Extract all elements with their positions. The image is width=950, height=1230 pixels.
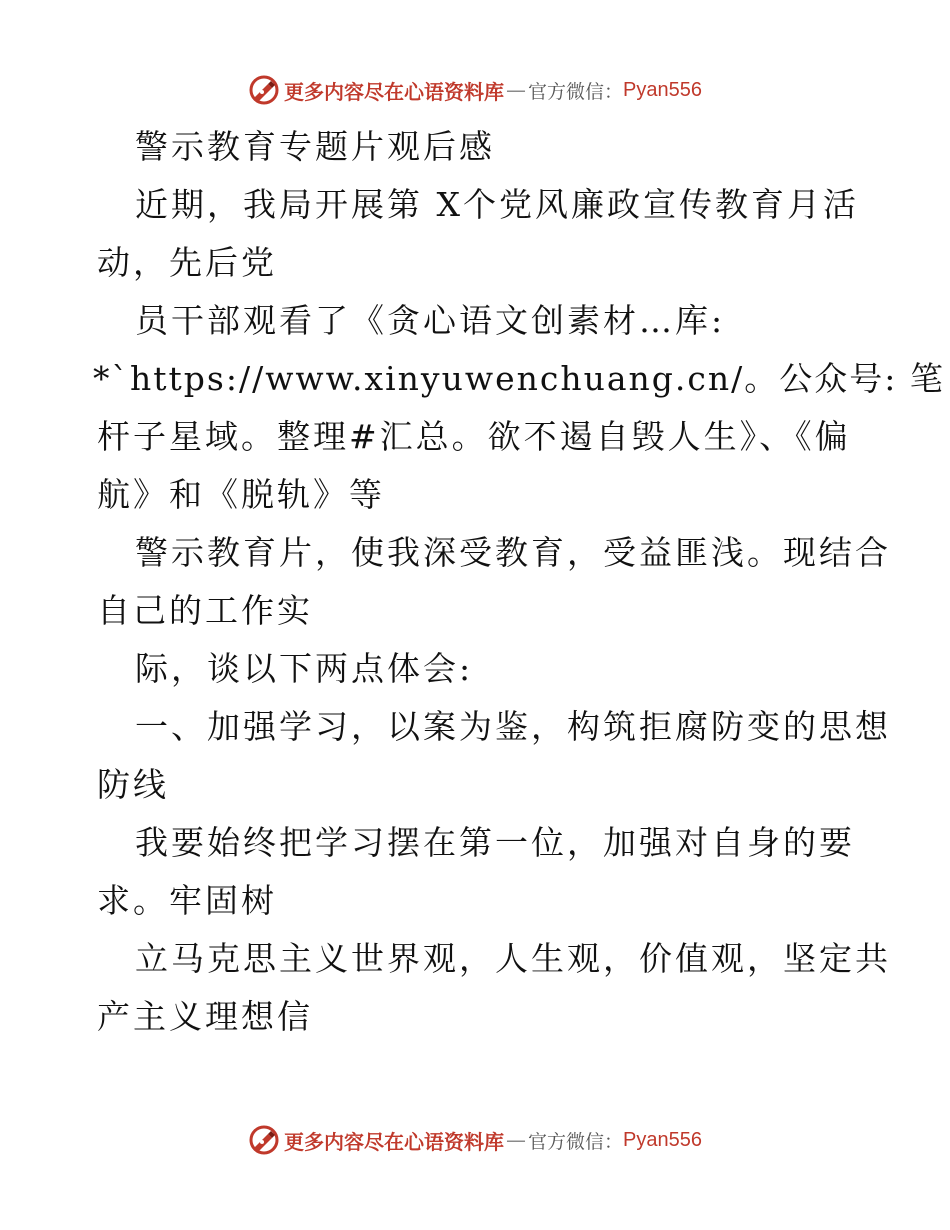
banner-wechat-label: 官方微信： [528, 80, 624, 103]
doc-title: 警示教育专题片观后感 [135, 127, 495, 166]
text-line: 求。牢固树 [97, 881, 277, 920]
text-line: *`https://www.xinyuwenchuang.cn/。公众号: 笔 [93, 359, 945, 398]
text-line: 员干部观看了《贪心语文创素材…库: [135, 301, 726, 340]
text-line: 动，先后党 [97, 243, 277, 282]
text-line: 近期，我局开展第 X个党风廉政宣传教育月活 [135, 185, 859, 224]
banner-dash: — [506, 78, 526, 102]
document-body [93, 118, 945, 1046]
text-line: 际，谈以下两点体会: [135, 649, 474, 688]
section-heading: 一、加强学习，以案为鉴，构筑拒腐防变的思想 [135, 707, 891, 746]
banner-wechat-label: 官方微信： [528, 1130, 624, 1153]
banner-dash: — [506, 1128, 526, 1152]
banner-title: 更多内容尽在心语资料库 [284, 1129, 504, 1154]
header-banner [0, 70, 950, 110]
text-line: 防线 [97, 765, 169, 804]
pen-logo-icon [248, 1124, 280, 1156]
text-line: 自己的工作实 [97, 591, 313, 630]
banner-wechat-id: Pyan556 [623, 78, 702, 101]
text-line: 立马克思主义世界观，人生观，价值观，坚定共 [135, 939, 891, 978]
pen-logo-icon [248, 74, 280, 106]
text-line: 警示教育片，使我深受教育，受益匪浅。现结合 [135, 533, 891, 572]
text-line: 杆子星域。整理#汇总。欲不遏自毁人生》、《偏 [97, 417, 851, 456]
text-line: 航》和《脱轨》等 [97, 475, 385, 514]
banner-wechat-id: Pyan556 [623, 1128, 702, 1151]
text-line: 我要始终把学习摆在第一位，加强对自身的要 [135, 823, 855, 862]
text-line: 产主义理想信 [97, 997, 313, 1036]
banner-title: 更多内容尽在心语资料库 [284, 79, 504, 104]
footer-banner [0, 1120, 950, 1160]
